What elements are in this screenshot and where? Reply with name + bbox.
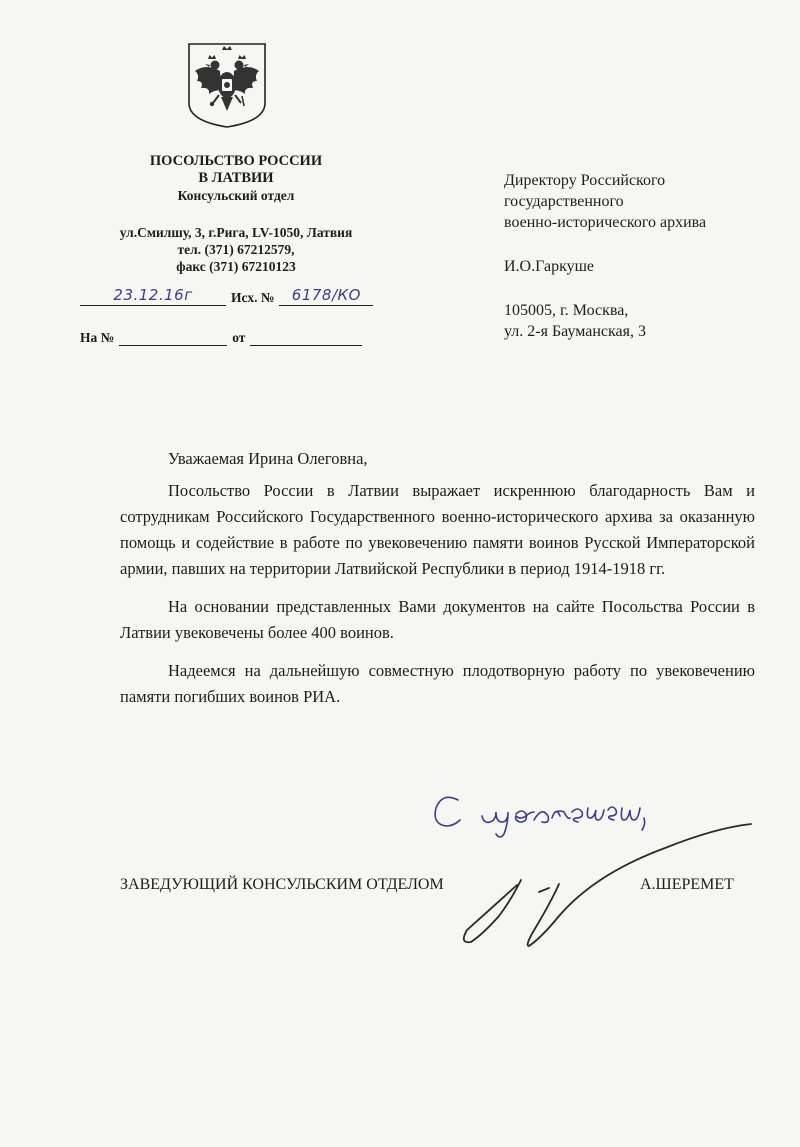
phone-line: тел. (371) 67212579, [177, 242, 295, 257]
signature-image [455, 810, 755, 960]
recipient-title-line1: Директору Российского [504, 172, 666, 189]
incoming-number-label: На № [80, 330, 115, 345]
coat-of-arms-emblem [186, 41, 268, 129]
date-value: 23.12.16г [113, 286, 193, 304]
department-name: Консульский отдел [177, 188, 295, 203]
body-paragraph-1: Посольство России в Латвии выражает искреннюю благодарность Вам и сотрудникам Российского Государственного военно-исторического архива за оказанную помощь и содействие в работе по увековечению памяти воинов Русской Императорской армии, павших на территории Латвийской Республики в период 1914-1918 гг. [120, 481, 755, 578]
incoming-number-field [119, 327, 227, 346]
org-name-line2: В ЛАТВИИ [198, 170, 274, 186]
date-field [80, 287, 226, 306]
incoming-reference-row [80, 327, 362, 346]
recipient-street: ул. 2-я Бауманская, 3 [504, 323, 647, 340]
recipient-title-line3: военно-исторического архива [504, 214, 707, 231]
recipient-name: И.О.Гаркуше [504, 258, 595, 275]
signatory-name: А.ШЕРЕМЕТ [640, 876, 734, 893]
body-paragraph-2: На основании представленных Вами документов на сайте Посольства России в Латвии увековечены более 400 воинов. [120, 597, 755, 642]
recipient-postal: 105005, г. Москва, [504, 302, 629, 319]
from-date-label: от [232, 330, 246, 345]
outgoing-number-field [279, 287, 373, 306]
handwritten-signature [455, 810, 755, 960]
outgoing-number-label: Исх. № [231, 290, 275, 305]
org-name-line1: ПОСОЛЬСТВО РОССИИ [149, 153, 323, 169]
signatory-position: ЗАВЕДУЮЩИЙ КОНСУЛЬСКИМ ОТДЕЛОМ [120, 876, 444, 893]
double-headed-eagle-icon [186, 41, 268, 129]
recipient-title-line2: государственного [504, 193, 624, 210]
outgoing-number-value: 6178/КО [291, 286, 361, 304]
fax-line: факс (371) 67210123 [176, 259, 296, 274]
from-date-field [250, 327, 362, 346]
body-paragraph-3: Надеемся на дальнейшую совместную плодотворную работу по увековечению памяти погибших воинов РИА. [120, 661, 755, 706]
outgoing-reference-row [80, 287, 373, 306]
letter-body [120, 446, 755, 722]
recipient-block [504, 170, 774, 342]
sender-organization [90, 153, 382, 204]
address-line: ул.Смилшу, 3, г.Рига, LV-1050, Латвия [119, 225, 353, 240]
sender-address [90, 224, 382, 275]
salutation: Уважаемая Ирина Олеговна, [168, 449, 368, 468]
